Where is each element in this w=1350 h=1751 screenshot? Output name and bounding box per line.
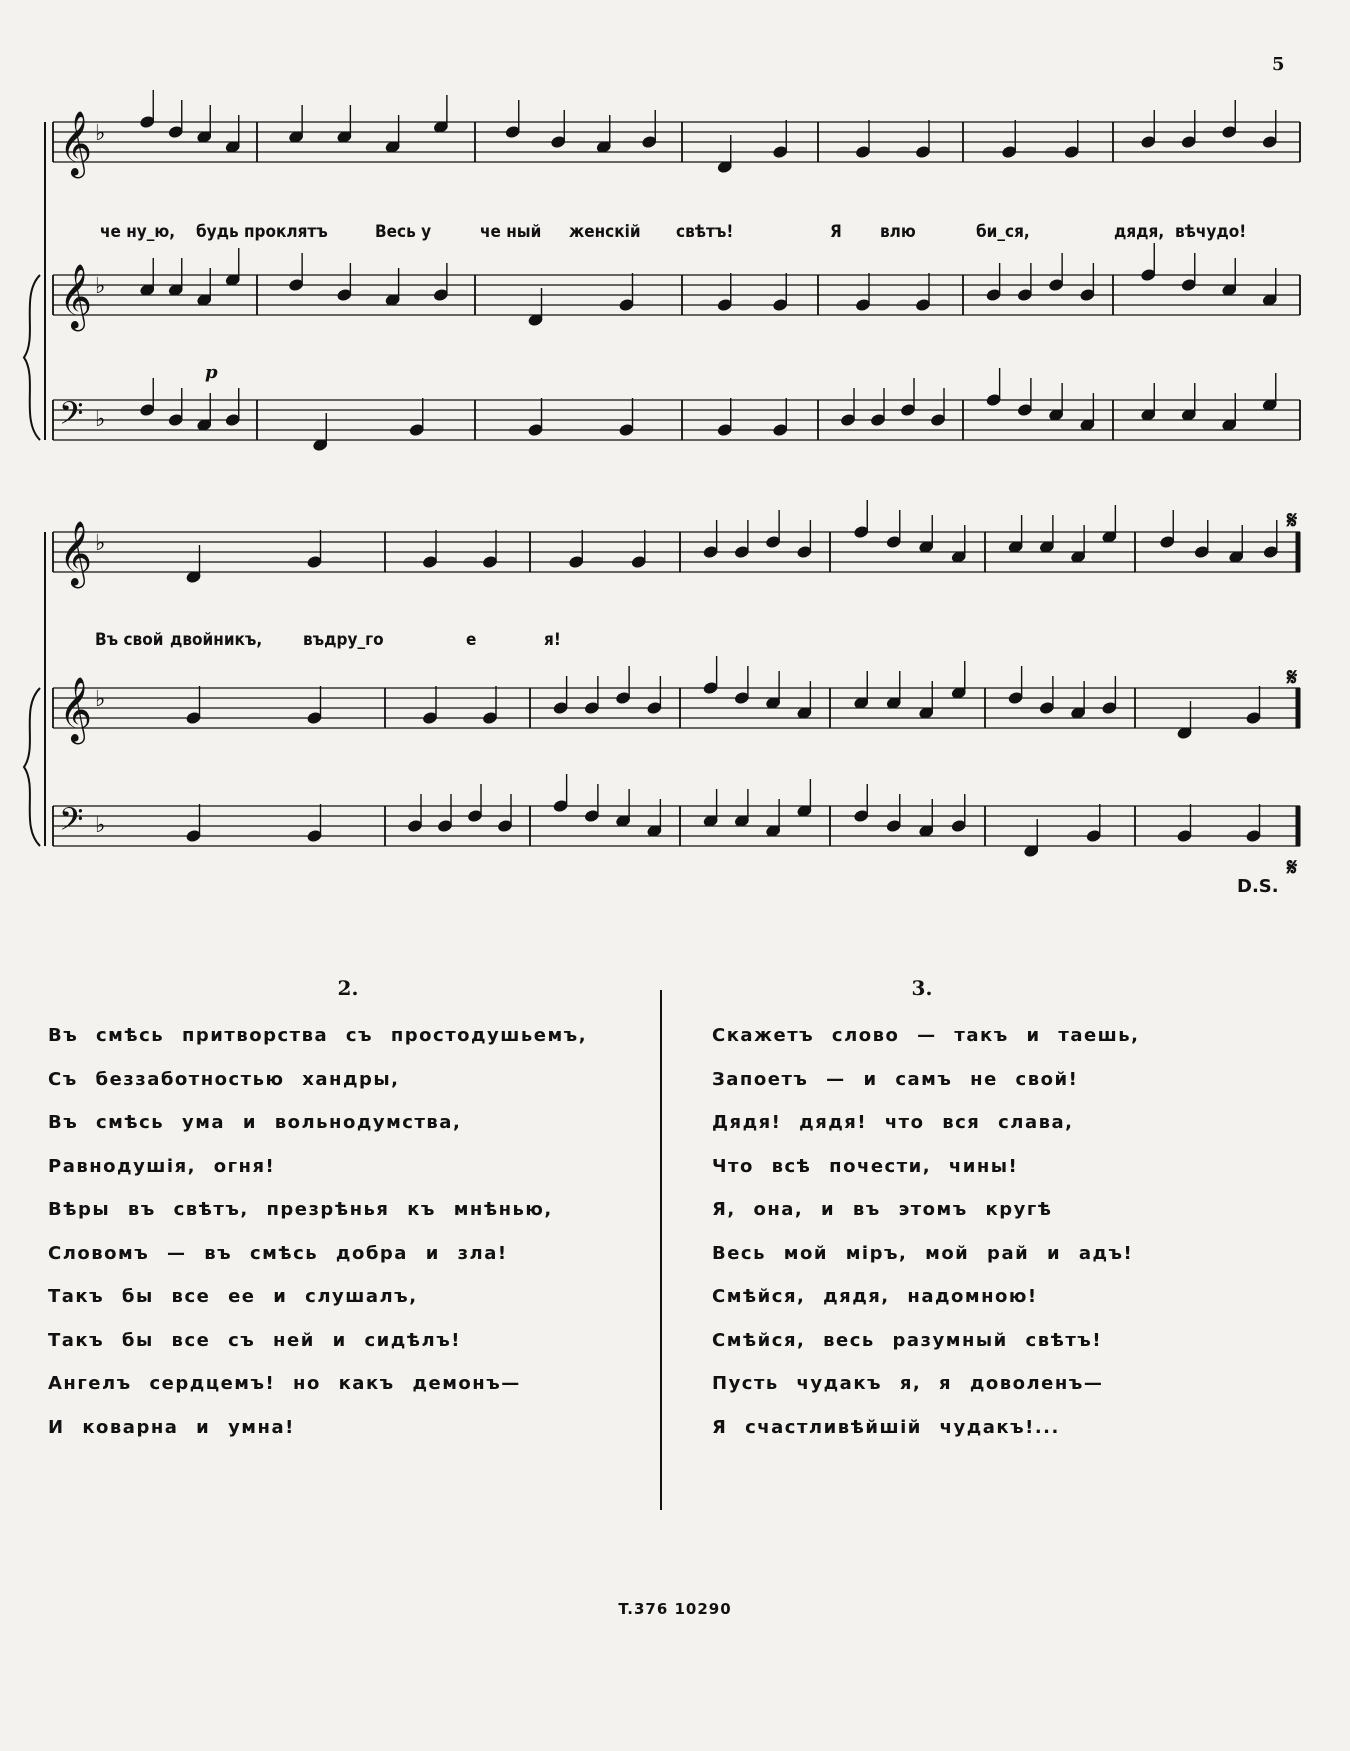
clefs bbox=[59, 111, 105, 845]
verse-line: Смѣйся, весь разумный свѣтъ! bbox=[712, 1329, 1103, 1351]
treble-clef: 𝄞 bbox=[59, 521, 93, 586]
flat-sign: ♭ bbox=[95, 531, 106, 556]
lyric-syllable: будь проклятъ bbox=[196, 222, 328, 242]
verse-line: Такъ бы все ее и слушалъ, bbox=[48, 1286, 418, 1307]
page-number: 5 bbox=[1272, 54, 1285, 75]
verse-line: Вѣры въ свѣтъ, презрѣнья къ мнѣнью, bbox=[48, 1199, 553, 1220]
verse-line: Пусть чудакъ я, я доволенъ— bbox=[712, 1373, 1104, 1394]
lyric-syllable: двойникъ, bbox=[170, 630, 263, 650]
lyric-syllable: женскій bbox=[569, 222, 641, 242]
flat-sign: ♭ bbox=[95, 274, 106, 299]
verse-line: Словомъ — въ смѣсь добра и зла! bbox=[48, 1242, 508, 1264]
treble-clef: 𝄞 bbox=[59, 111, 93, 176]
lyric-syllable: свѣтъ! bbox=[676, 222, 734, 242]
segno-sign: 𝄋 bbox=[1286, 853, 1298, 881]
bass-clef: 𝄢 bbox=[59, 395, 84, 439]
lyric-syllable: дядя, bbox=[1114, 222, 1165, 242]
lyric-syllable: влю bbox=[880, 222, 916, 242]
verse-number: 2. bbox=[337, 976, 359, 1000]
flat-sign: ♭ bbox=[95, 813, 106, 838]
verse-line: Ангелъ сердцемъ! но какъ демонъ— bbox=[48, 1373, 521, 1394]
catalog-number: T.376 10290 bbox=[618, 1600, 732, 1618]
braces bbox=[24, 122, 45, 846]
treble-clef: 𝄞 bbox=[59, 264, 93, 329]
verse-line: Дядя! дядя! что вся слава, bbox=[712, 1112, 1074, 1133]
verse-2 bbox=[48, 976, 608, 1449]
notes bbox=[140, 90, 1279, 858]
lyric-syllable: е bbox=[466, 630, 477, 650]
lyric-syllable: въдру_го bbox=[303, 630, 384, 650]
flat-sign: ♭ bbox=[95, 121, 106, 146]
brace bbox=[24, 275, 40, 440]
lyric-syllable: Я bbox=[830, 222, 842, 242]
lyric-syllable: Весь у bbox=[375, 222, 432, 242]
lyric-syllable: я! bbox=[544, 630, 561, 650]
verse-line: Скажетъ слово — такъ и таешь, bbox=[712, 1025, 1140, 1046]
treble-clef: 𝄞 bbox=[59, 677, 93, 742]
bass-clef: 𝄢 bbox=[59, 801, 84, 845]
segno-sign: 𝄋 bbox=[1286, 506, 1298, 534]
ds-mark: D.S. bbox=[1237, 876, 1279, 897]
verse-line: Я, она, и въ этомъ кругѣ bbox=[712, 1199, 1053, 1220]
segno-sign: 𝄋 bbox=[1286, 663, 1298, 691]
lyric-syllable: вѣчудо! bbox=[1175, 222, 1247, 242]
verse-line: Что всѣ почести, чины! bbox=[712, 1155, 1019, 1177]
flat-sign: ♭ bbox=[95, 687, 106, 712]
verse-line: Равнодушія, огня! bbox=[48, 1155, 276, 1177]
verse-line: Въ смѣсь ума и вольнодумства, bbox=[48, 1112, 462, 1133]
verse-line: И коварна и умна! bbox=[48, 1416, 295, 1438]
verse-line: Смѣйся, дядя, надомною! bbox=[712, 1286, 1038, 1307]
dynamic-piano: p bbox=[205, 362, 218, 383]
verse-number: 3. bbox=[911, 976, 933, 1000]
verse-line: Запоетъ — и самъ не свой! bbox=[712, 1068, 1079, 1090]
verse-divider bbox=[660, 990, 662, 1510]
flat-sign: ♭ bbox=[95, 407, 106, 432]
brace bbox=[24, 688, 40, 846]
lyric-syllable: че ну_ю, bbox=[100, 222, 176, 242]
lyric-syllable: Въ свой bbox=[95, 630, 164, 650]
lyric-syllable: би_ся, bbox=[976, 222, 1030, 242]
lyric-syllable: че ный bbox=[480, 222, 542, 242]
verse-line: Такъ бы все съ ней и сидѣлъ! bbox=[48, 1329, 461, 1351]
verse-3 bbox=[712, 976, 1272, 1449]
verse-line: Весь мой міръ, мой рай и адъ! bbox=[712, 1242, 1134, 1264]
verse-line: Съ беззаботностью хандры, bbox=[48, 1068, 400, 1090]
verse-line: Въ смѣсь притворства съ простодушьемъ, bbox=[48, 1025, 588, 1046]
verse-line: Я счастливѣйшій чудакъ!... bbox=[712, 1416, 1060, 1438]
